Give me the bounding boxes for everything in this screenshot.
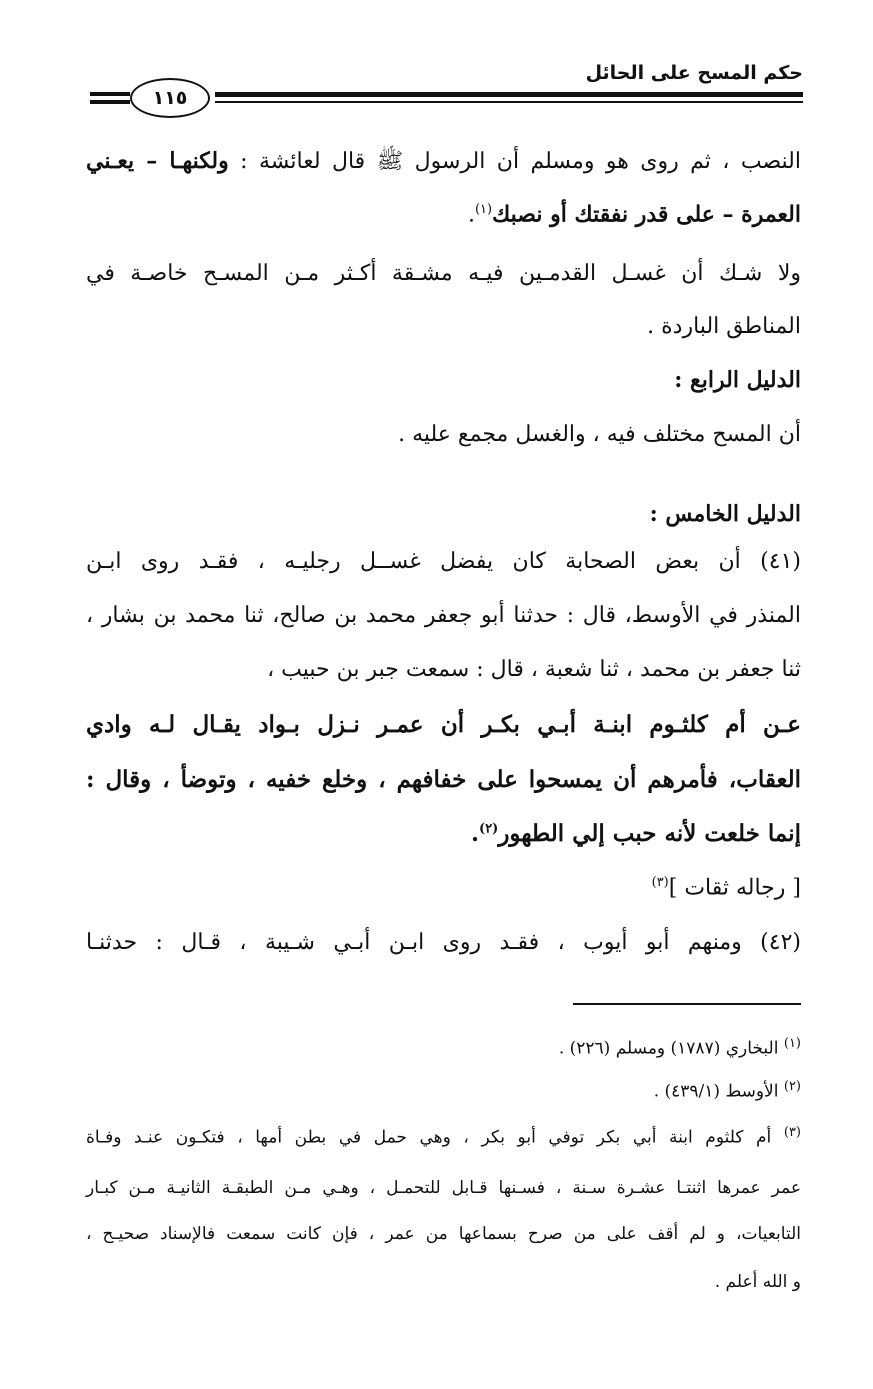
section-heading: الدليل الخامس : — [649, 501, 801, 527]
footnote — [559, 1037, 801, 1058]
text-line: (٤٢) ومنهم أبو أيوب ، فقـد روى ابـن أبـي شـيبة ، قـال : حدثنـا — [86, 930, 801, 955]
quoted-hadith-text: ولكنهـا – يعـني — [86, 148, 229, 174]
footnote-marker: (١) — [474, 202, 493, 217]
text-span: إنما خلعت لأنه حبب إلي الطهور — [498, 820, 801, 847]
quoted-narration-line — [471, 822, 801, 845]
text-line: ولا شـك أن غسـل القدمـين فيـه مشـقة أكـثر مـن المسـح خاصـة في — [86, 261, 801, 286]
header-rule-left-lower — [90, 100, 130, 104]
text-span: [ رجاله ثقات ] — [668, 875, 801, 901]
text-line: المناطق الباردة . — [647, 314, 801, 339]
footnote-line: عمر عمرها اثنتـا عشـرة سـنة ، فسـنها قـابل للتحمـل ، وهـي مـن الطبقـة الثانيـة مـن كبـار — [86, 1178, 801, 1198]
text-line — [468, 203, 801, 226]
section-heading: الدليل الرابع : — [674, 367, 801, 393]
text-line — [86, 150, 801, 173]
footnote — [86, 1126, 801, 1147]
page-number-badge: ١١٥ — [130, 78, 210, 118]
text-line: (٤١) أن بعض الصحابة كان يفضل غســل رجليـه ، فقـد روى ابـن — [86, 549, 801, 574]
quoted-narration-line: العقاب، فأمرهم أن يمسحوا على خفافهم ، وخلع خفيه ، وتوضأ ، وقال : — [86, 766, 801, 793]
header-rule-thin — [215, 101, 803, 103]
footnote-number: (١) — [783, 1036, 801, 1051]
quoted-hadith-text: العمرة – على قدر نفقتك أو نصبك — [492, 201, 801, 228]
footnote-separator — [573, 1003, 801, 1005]
grading-note — [652, 876, 801, 899]
footnote-text: البخاري (١٧٨٧) ومسلم (٢٢٦) . — [558, 1038, 784, 1059]
footnote-text: أم كلثوم ابنة أبي بكر توفي أبو بكر ، وهي حمل في بطن أمها ، فتكـون عنـد وفـاة — [86, 1127, 784, 1148]
text-span: النصب ، ثم روى هو ومسلم أن الرسول ﷺ قال لعائشة : — [228, 149, 801, 174]
footnote-marker: (٢) — [479, 821, 499, 837]
text-span: . — [471, 820, 480, 847]
header-rule — [215, 92, 803, 97]
text-span: . — [467, 202, 475, 228]
footnote-line: التابعيات، و لم أقف على من صرح بسماعها من عمر ، فإن كانت سمعت فالإسناد صحيـح ، — [86, 1224, 801, 1244]
header-rule-left — [90, 92, 130, 96]
running-header-title: حكم المسح على الحائل — [585, 62, 803, 84]
footnote-line: و الله أعلم . — [714, 1272, 801, 1292]
text-line: المنذر في الأوسط، قال : حدثنا أبو جعفر محمد بن صالح، ثنا محمد بن بشار ، — [86, 603, 801, 628]
text-line: ثنا جعفر بن محمد ، ثنا شعبة ، قال : سمعت جبر بن حبيب ، — [267, 657, 801, 682]
footnote-text: الأوسط (٤٣٩/١) . — [653, 1081, 784, 1102]
footnote-number: (٢) — [783, 1079, 801, 1094]
footnote-number: (٣) — [783, 1125, 801, 1140]
footnote — [654, 1080, 801, 1101]
footnote-marker: (٣) — [651, 875, 669, 890]
text-line: أن المسح مختلف فيه ، والغسل مجمع عليه . — [398, 422, 801, 447]
quoted-narration-line: عـن أم كلثـوم ابنـة أبـي بكـر أن عمـر نـزل بـواد يقـال لـه وادي — [86, 711, 801, 738]
